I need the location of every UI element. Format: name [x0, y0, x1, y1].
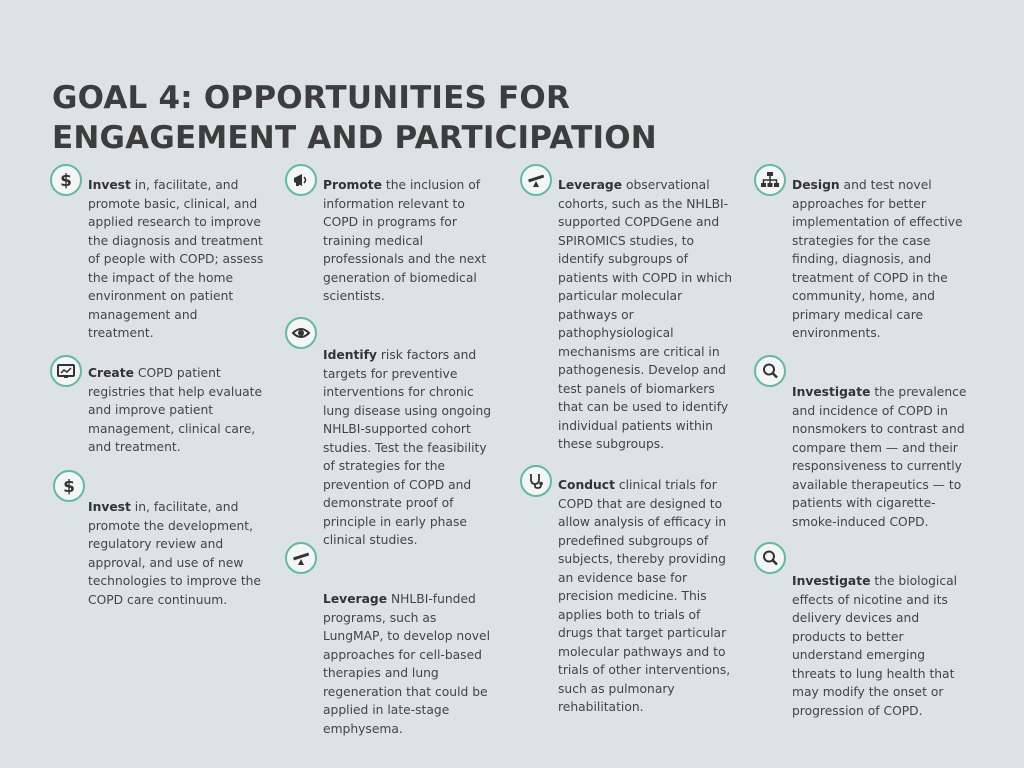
- title-line-1: GOAL 4: OPPORTUNITIES FOR: [52, 80, 571, 116]
- page-title: [52, 78, 657, 158]
- title-line-2: ENGAGEMENT AND PARTICIPATION: [52, 120, 657, 156]
- list-item: Investigate the prevalence and incidence of COPD in nonsmokers to contrast and compare them — and their responsiveness to currently available therapeutics — to patients with cigarette-smoke-induced COPD.: [792, 385, 967, 529]
- org-chart-icon: [754, 164, 786, 196]
- magnifier-icon: [754, 542, 786, 574]
- dollar-icon: [50, 164, 82, 196]
- svg-text:$: $: [60, 171, 72, 190]
- dollar-icon: [53, 470, 85, 502]
- list-item: Identify risk factors and targets for preventive interventions for chronic lung disease using ongoing NHLBI-supported cohort studies. Test the feasibility of strategies for the prevention of COPD and demonstrate proof of principle in early phase clinical studies.: [323, 348, 492, 547]
- list-item: Leverage observational cohorts, such as the NHLBI-supported COPDGene and SPIROMICS studies, to identify subgroups of patients with COPD in which particular molecular pathways or pathophysiological mechanisms are critical in pathogenesis. Develop and test panels of biomarkers that can be used to identify individual patients within these subgroups.: [558, 178, 733, 451]
- svg-text:$: $: [63, 477, 75, 496]
- list-item: Invest in, facilitate, and promote the development, regulatory review and approval, and use of new technologies to improve the COPD care continuum.: [88, 500, 261, 607]
- list-item: Leverage NHLBI-funded programs, such as LungMAP, to develop novel approaches for cell-based therapies and lung regeneration that could be applied in late-stage emphysema.: [323, 592, 490, 736]
- lever-icon: [520, 164, 552, 196]
- chart-monitor-icon: [50, 355, 82, 387]
- list-item: Design and test novel approaches for better implementation of effective strategies for the case finding, diagnosis, and treatment of COPD in the community, home, and primary medical care environments.: [792, 178, 963, 340]
- list-item: Conduct clinical trials for COPD that are designed to allow analysis of efficacy in predefined subgroups of subjects, thereby providing an evidence base for precision medicine. This applies both to trials of drugs that target particular molecular pathways and to trials of other interventions, such as pulmonary rehabilitation.: [558, 478, 731, 714]
- list-item: Promote the inclusion of information relevant to COPD in programs for training medical professionals and the next generation of biomedical scientists.: [323, 178, 487, 303]
- list-item: Investigate the biological effects of nicotine and its delivery devices and products to better understand emerging threats to lung health that may modify the onset or progression of COPD.: [792, 574, 958, 718]
- stethoscope-icon: [520, 465, 552, 497]
- list-item: Create COPD patient registries that help evaluate and improve patient management, clinical care, and treatment.: [88, 366, 263, 454]
- magnifier-icon: [754, 355, 786, 387]
- list-item: Invest in, facilitate, and promote basic, clinical, and applied research to improve the diagnosis and treatment of people with COPD; assess the impact of the home environment on patient management and treatment.: [88, 178, 264, 340]
- megaphone-icon: [285, 164, 317, 196]
- lever-icon: [285, 542, 317, 574]
- eye-icon: [285, 317, 317, 349]
